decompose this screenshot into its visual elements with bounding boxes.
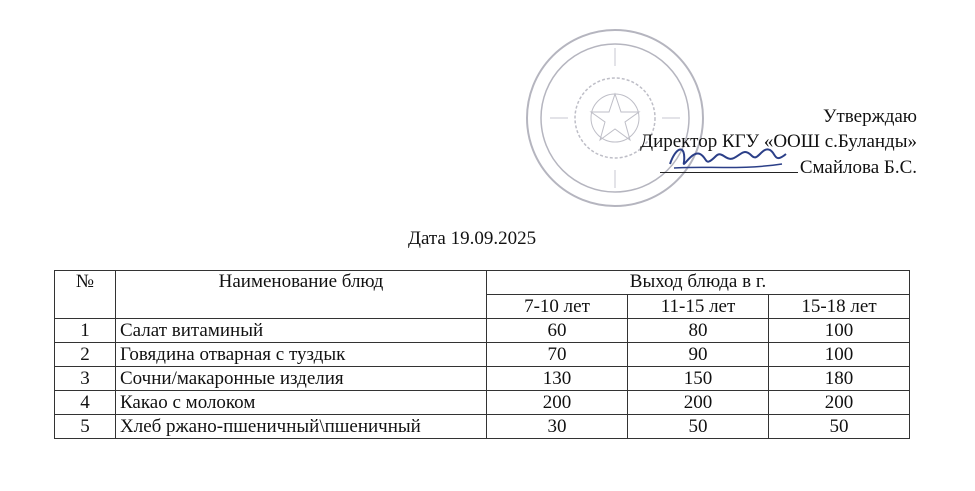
director-name: Смайлова Б.С. <box>799 157 917 178</box>
row-dish: Сочни/макаронные изделия <box>116 367 487 391</box>
approval-title: Утверждаю <box>823 106 917 127</box>
header-age-7-10: 7-10 лет <box>487 295 628 319</box>
header-age-11-15: 11-15 лет <box>628 295 769 319</box>
table-header-row <box>55 271 910 295</box>
header-dish-name: Наименование блюд <box>116 271 487 319</box>
row-value: 200 <box>628 391 769 415</box>
handwritten-signature <box>664 140 794 174</box>
row-dish: Салат витаминый <box>116 319 487 343</box>
table-row <box>55 367 910 391</box>
row-num: 3 <box>55 367 116 391</box>
approval-position: Директор КГУ «ООШ с.Буланды» <box>640 131 917 152</box>
signature-field <box>660 154 798 173</box>
row-value: 100 <box>769 343 910 367</box>
row-value: 150 <box>628 367 769 391</box>
approval-block <box>640 104 917 180</box>
row-value: 80 <box>628 319 769 343</box>
row-value: 130 <box>487 367 628 391</box>
row-num: 1 <box>55 319 116 343</box>
row-dish: Говядина отварная с туздык <box>116 343 487 367</box>
row-num: 2 <box>55 343 116 367</box>
row-value: 200 <box>487 391 628 415</box>
row-value: 50 <box>628 415 769 439</box>
document-date: Дата 19.09.2025 <box>408 228 537 249</box>
row-dish: Хлеб ржано-пшеничный\пшеничный <box>116 415 487 439</box>
header-output: Выход блюда в г. <box>487 271 910 295</box>
table-row <box>55 415 910 439</box>
row-num: 5 <box>55 415 116 439</box>
table-row <box>55 391 910 415</box>
row-value: 60 <box>487 319 628 343</box>
header-age-15-18: 15-18 лет <box>769 295 910 319</box>
row-value: 50 <box>769 415 910 439</box>
approval-signature-line <box>640 154 917 180</box>
table-row <box>55 319 910 343</box>
row-value: 200 <box>769 391 910 415</box>
row-dish: Какао с молоком <box>116 391 487 415</box>
row-value: 100 <box>769 319 910 343</box>
row-value: 90 <box>628 343 769 367</box>
row-value: 30 <box>487 415 628 439</box>
row-value: 180 <box>769 367 910 391</box>
menu-table <box>54 270 910 439</box>
row-value: 70 <box>487 343 628 367</box>
table-row <box>55 343 910 367</box>
header-num: № <box>55 271 116 319</box>
row-num: 4 <box>55 391 116 415</box>
